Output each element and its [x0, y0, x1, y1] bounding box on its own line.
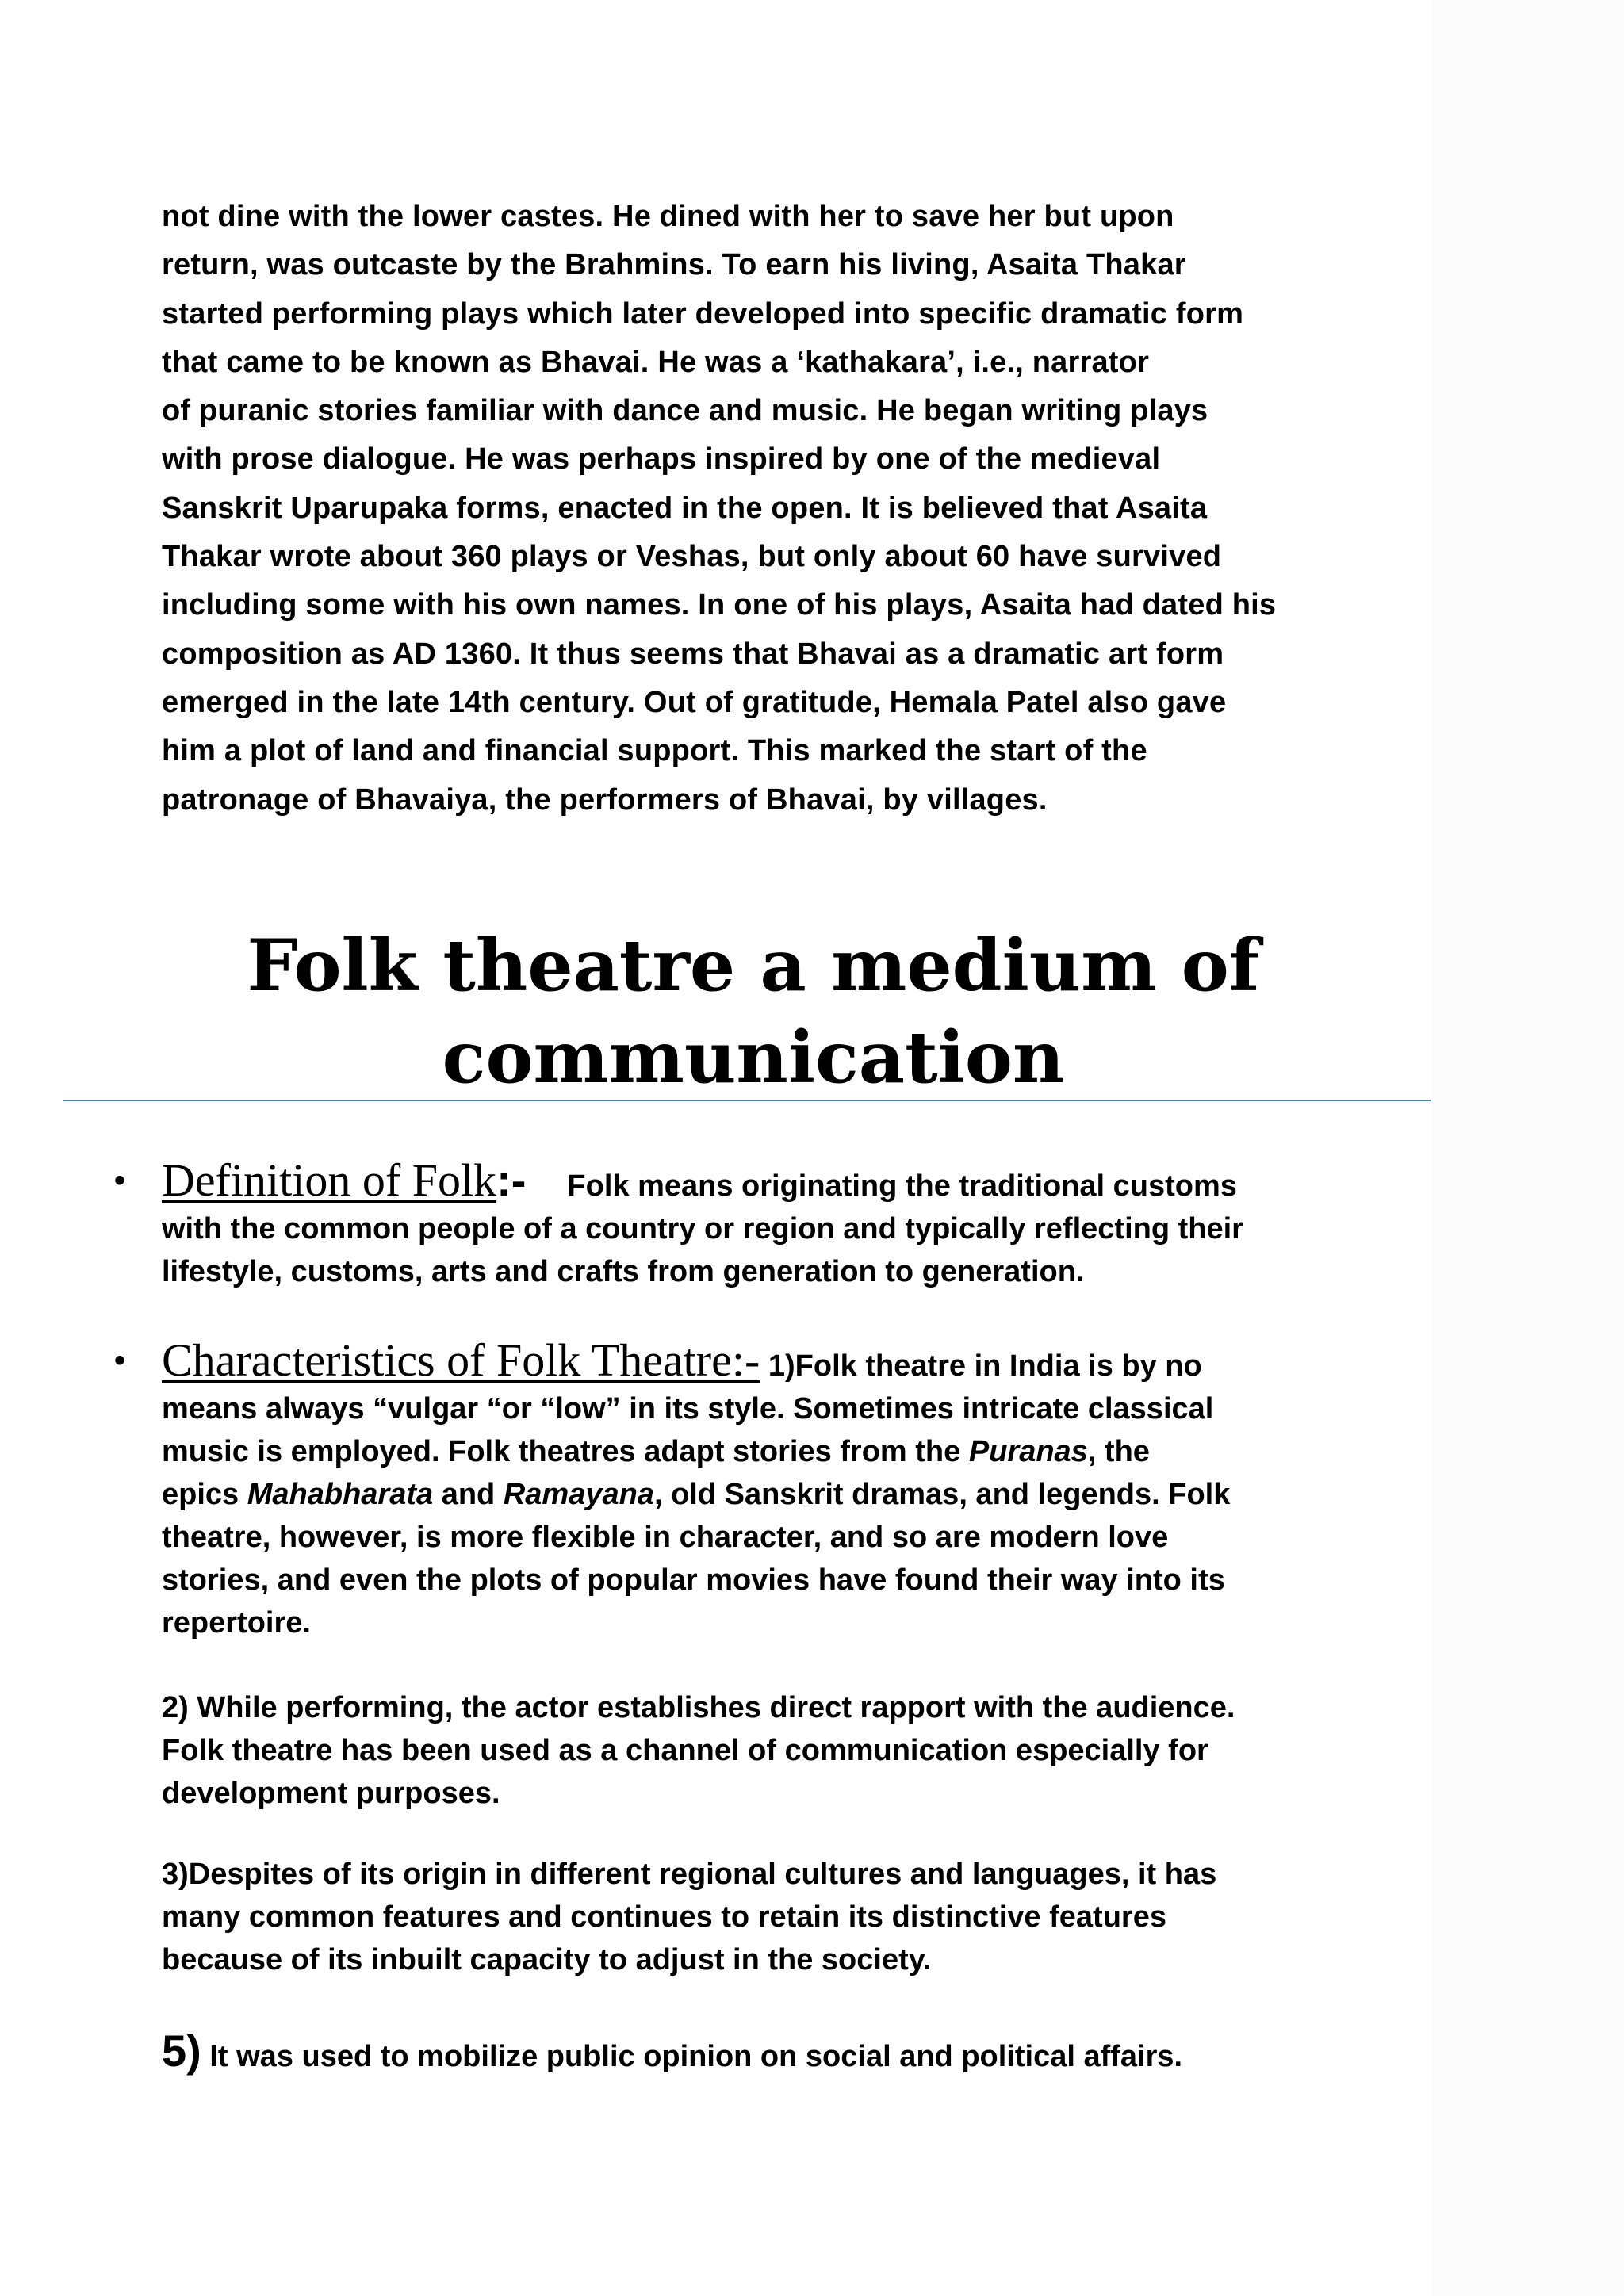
text-run: music is employed. Folk theatres adapt stories from the [162, 1435, 969, 1468]
point-2-line: 2) While performing, the actor establishes direct rapport with the audience. [162, 1691, 1235, 1724]
point-3 [162, 1853, 1462, 1981]
point-2 [162, 1686, 1462, 1815]
characteristics-line: means always “vulgar “or “low” in its style. Sometimes intricate classical [162, 1392, 1214, 1425]
paragraph-line: started performing plays which later developed into specific dramatic form [162, 297, 1244, 331]
point-5-number: 5) [162, 2026, 201, 2076]
characteristics-line [162, 1430, 1462, 1473]
paragraph-line: Sanskrit Uparupaka forms, enacted in the open. It is believed that Asaita [162, 491, 1208, 525]
text-run: and [433, 1478, 504, 1511]
point-3-line: many common features and continues to retain its distinctive features [162, 1900, 1166, 1934]
point-3-line: because of its inbuilt capacity to adjust in the society. [162, 1943, 932, 1976]
point-3-line: 3)Despites of its origin in different regional cultures and languages, it has [162, 1858, 1217, 1891]
paragraph-line: composition as AD 1360. It thus seems that Bhavai as a dramatic art form [162, 637, 1224, 671]
point-5-text: It was used to mobilize public opinion on social and political affairs. [201, 2040, 1183, 2073]
characteristics-title: Characteristics of Folk Theatre:- [162, 1334, 760, 1386]
definition-bullet [114, 1154, 1462, 1293]
paragraph-line: Thakar wrote about 360 plays or Veshas, but only about 60 have survived [162, 540, 1222, 574]
definition-title: Definition of Folk [162, 1154, 497, 1206]
characteristics-line: repertoire. [162, 1606, 311, 1640]
paragraph-line: that came to be known as Bhavai. He was a ‘kathakara’, i.e., narrator [162, 345, 1150, 379]
characteristics-text: 1)Folk theatre in India is by no [760, 1349, 1202, 1383]
italic-term: Puranas [968, 1435, 1088, 1468]
heading-line-1: Folk theatre a medium of [247, 924, 1260, 1008]
point-2-line: development purposes. [162, 1777, 500, 1810]
italic-term: Ramayana [503, 1478, 654, 1511]
definition-title-suffix: :- [496, 1155, 527, 1205]
section-heading [79, 920, 1427, 1104]
paragraph-line: not dine with the lower castes. He dined with her to save her but upon [162, 200, 1174, 233]
definition-first-line [162, 1154, 1462, 1207]
paragraph-line: patronage of Bhavaiya, the performers of Bhavai, by villages. [162, 783, 1048, 817]
text-run: , old Sanskrit dramas, and legends. Folk [653, 1478, 1231, 1511]
characteristics-first-line [162, 1334, 1462, 1387]
paragraph-line: including some with his own names. In one of his plays, Asaita had dated his [162, 588, 1277, 622]
characteristics-line [162, 1473, 1462, 1516]
heading-line-2: communication [442, 1016, 1065, 1100]
paragraph-line: of puranic stories familiar with dance and music. He began writing plays [162, 394, 1208, 428]
characteristics-line: theatre, however, is more flexible in character, and so are modern love [162, 1521, 1169, 1554]
intro-paragraph [162, 193, 1446, 825]
italic-term: Mahabharata [247, 1478, 434, 1511]
paragraph-line: return, was outcaste by the Brahmins. To earn his living, Asaita Thakar [162, 248, 1186, 282]
paragraph-line: him a plot of land and financial support. This marked the start of the [162, 734, 1147, 768]
point-5 [162, 2026, 1462, 2078]
definition-text: Folk means originating the traditional customs [567, 1169, 1237, 1203]
definition-line: with the common people of a country or region and typically reflecting their [162, 1212, 1243, 1246]
heading-divider [63, 1100, 1431, 1101]
text-run: epics [162, 1478, 247, 1511]
text-run: , the [1087, 1435, 1150, 1468]
bullet-icon: • [114, 1343, 126, 1378]
definition-line: lifestyle, customs, arts and crafts from generation to generation. [162, 1255, 1085, 1288]
characteristics-line: stories, and even the plots of popular movies have found their way into its [162, 1563, 1225, 1597]
point-5-line [162, 2026, 1462, 2078]
paragraph-line: emerged in the late 14th century. Out of gratitude, Hemala Patel also gave [162, 685, 1227, 719]
point-2-line: Folk theatre has been used as a channel of communication especially for [162, 1734, 1208, 1767]
characteristics-bullet [114, 1334, 1462, 1644]
bullet-icon: • [114, 1163, 126, 1198]
paragraph-line: with prose dialogue. He was perhaps inspired by one of the medieval [162, 442, 1161, 476]
